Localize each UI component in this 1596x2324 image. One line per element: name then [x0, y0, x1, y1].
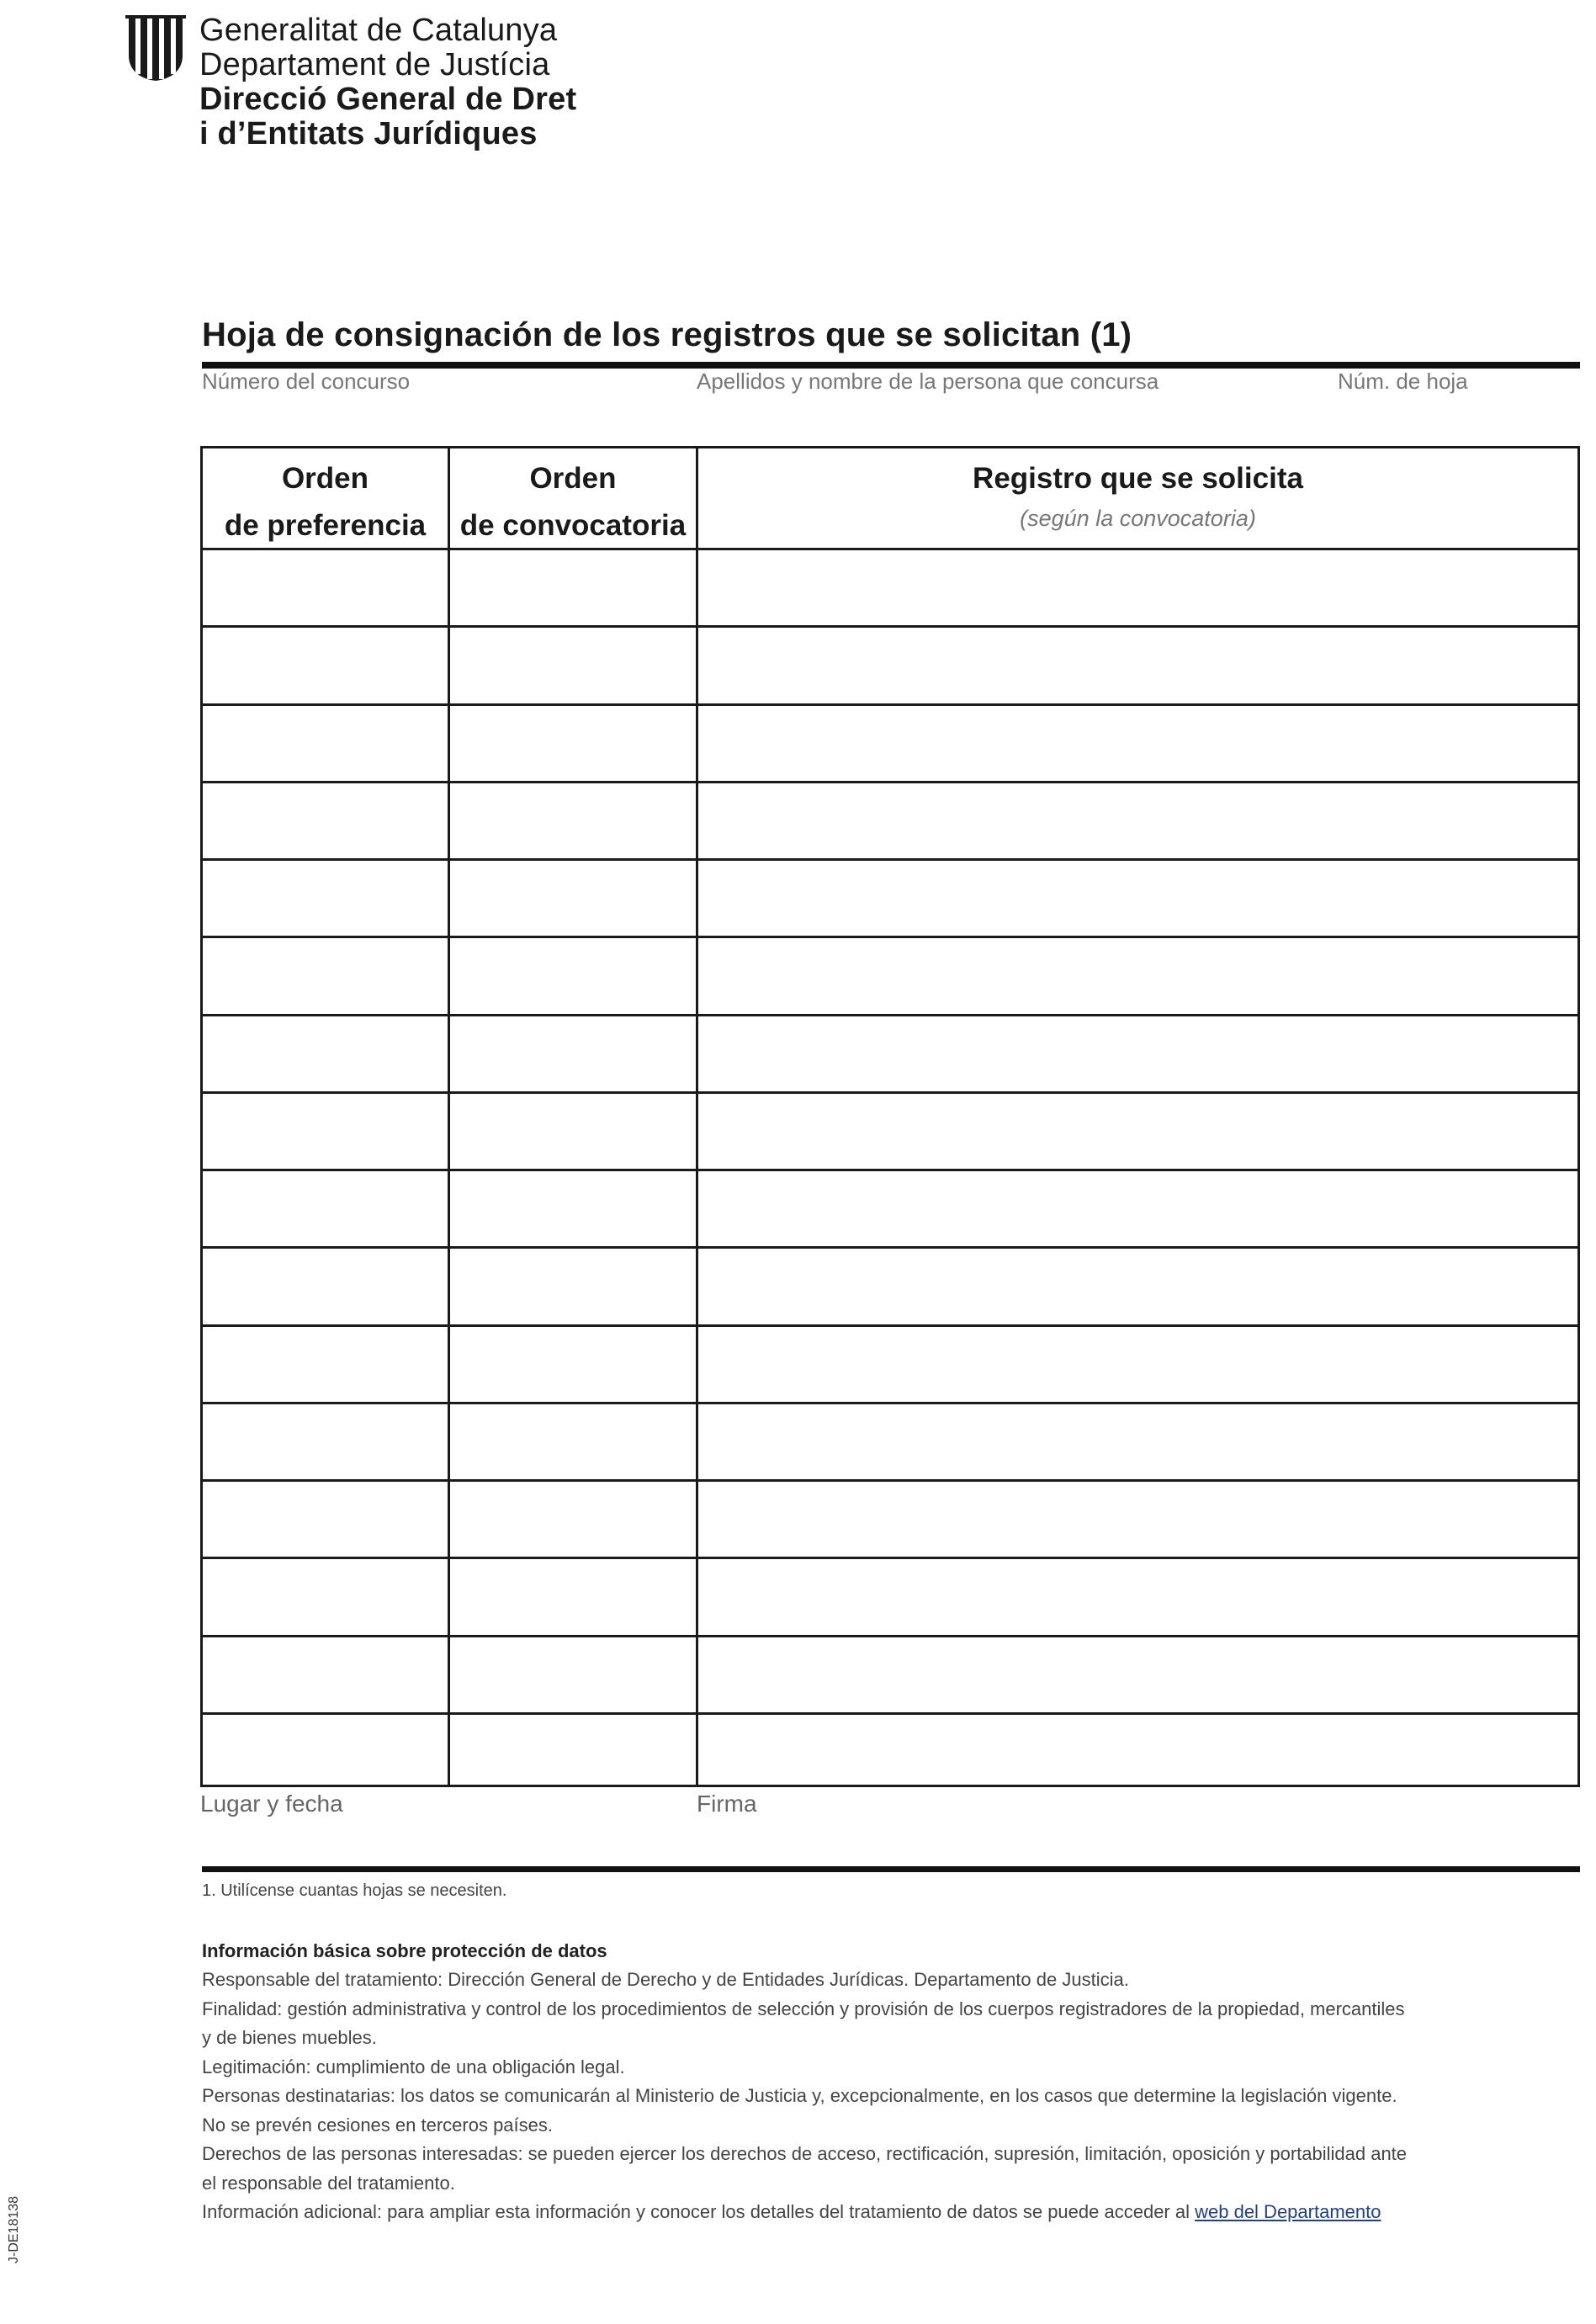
- preference-order-cell[interactable]: [203, 1094, 448, 1169]
- org-name: Generalitat de Catalunya: [199, 13, 558, 48]
- privacy-additional-text: Información adicional: para ampliar esta información y conocer los detalles del tratamiento de datos se puede acceder al: [202, 2201, 1196, 2222]
- privacy-rights-line2: el responsable del tratamiento.: [202, 2172, 455, 2194]
- preference-order-cell[interactable]: [203, 1482, 448, 1557]
- call-order-cell[interactable]: [450, 861, 696, 936]
- preference-order-cell[interactable]: [203, 1249, 448, 1324]
- call-order-cell[interactable]: [450, 628, 696, 703]
- registry-cell[interactable]: [698, 1327, 1577, 1402]
- registry-cell[interactable]: [698, 1404, 1577, 1479]
- registry-request-table: [200, 446, 1580, 1787]
- header-requested-registry: [698, 448, 1577, 548]
- registry-cell[interactable]: [698, 783, 1577, 858]
- generalitat-coat-of-arms-icon: [124, 15, 188, 82]
- preference-order-cell[interactable]: [203, 783, 448, 858]
- registry-cell[interactable]: [698, 938, 1577, 1013]
- call-order-cell[interactable]: [450, 1016, 696, 1091]
- call-order-cell[interactable]: [450, 938, 696, 1013]
- registry-cell[interactable]: [698, 1559, 1577, 1634]
- data-protection-info: [202, 1937, 1582, 2227]
- registry-cell[interactable]: [698, 1171, 1577, 1246]
- preference-order-cell[interactable]: [203, 1559, 448, 1634]
- document-code: J-DE18138: [7, 2195, 21, 2263]
- signature-label: Firma: [697, 1791, 757, 1817]
- preference-order-cell[interactable]: [203, 1016, 448, 1091]
- footer-rule: [202, 1866, 1580, 1872]
- registry-cell[interactable]: [698, 628, 1577, 703]
- footnote: 1. Utilícense cuantas hojas se necesiten.: [202, 1881, 507, 1900]
- preference-order-cell[interactable]: [203, 1715, 448, 1790]
- registry-cell[interactable]: [698, 550, 1577, 625]
- department-name: Departament de Justícia: [199, 47, 550, 82]
- header-preference-order: [203, 448, 448, 548]
- preference-order-cell[interactable]: [203, 938, 448, 1013]
- call-order-cell[interactable]: [450, 1482, 696, 1557]
- call-order-cell[interactable]: [450, 1249, 696, 1324]
- call-order-cell[interactable]: [450, 550, 696, 625]
- privacy-rights-line1: Derechos de las personas interesadas: se pueden ejercer los derechos de acceso, rectificación, supresión, limitación, oposición y portabilidad ante: [202, 2143, 1408, 2164]
- directorate-name-line1: Direcció General de Dret: [199, 82, 577, 117]
- preference-order-cell[interactable]: [203, 1171, 448, 1246]
- call-order-cell[interactable]: [450, 1637, 696, 1712]
- data-protection-heading: Información básica sobre protección de datos: [202, 1940, 607, 1961]
- privacy-purpose-line1: Finalidad: gestión administrativa y control de los procedimientos de selección y provisión de los cuerpos registradores de la propiedad, mercantiles: [202, 1998, 1405, 2019]
- header-preference-line1: Orden: [281, 462, 369, 495]
- privacy-recipients-line2: No se prevén cesiones en terceros países.: [202, 2114, 554, 2136]
- preference-order-cell[interactable]: [203, 861, 448, 936]
- preference-order-cell[interactable]: [203, 550, 448, 625]
- call-order-cell[interactable]: [450, 706, 696, 781]
- applicant-name-label: Apellidos y nombre de la persona que concursa: [697, 369, 1159, 394]
- call-order-cell[interactable]: [450, 1559, 696, 1634]
- form-title: Hoja de consignación de los registros que se solicitan (1): [202, 316, 1132, 353]
- registry-cell[interactable]: [698, 861, 1577, 936]
- directorate-name-line2: i d’Entitats Jurídiques: [199, 116, 538, 151]
- sheet-number-label: Núm. de hoja: [1338, 369, 1468, 394]
- privacy-additional: [202, 2198, 1582, 2227]
- title-rule: [202, 362, 1580, 369]
- registry-cell[interactable]: [698, 706, 1577, 781]
- contest-number-label: Número del concurso: [202, 369, 411, 394]
- header-registry-line2: (según la convocatoria): [1020, 506, 1256, 531]
- registry-cell[interactable]: [698, 1637, 1577, 1712]
- call-order-cell[interactable]: [450, 1715, 696, 1790]
- header-call-order: [450, 448, 696, 548]
- privacy-legitimation: Legitimación: cumplimiento de una obligación legal.: [202, 2056, 625, 2077]
- privacy-purpose-line2: y de bienes muebles.: [202, 2027, 377, 2048]
- registry-cell[interactable]: [698, 1094, 1577, 1169]
- header-registry-line1: Registro que se solicita: [973, 462, 1303, 495]
- place-date-label: Lugar y fecha: [200, 1791, 343, 1817]
- preference-order-cell[interactable]: [203, 706, 448, 781]
- call-order-cell[interactable]: [450, 783, 696, 858]
- header-preference-line2: de preferencia: [224, 509, 427, 542]
- privacy-recipients-line1: Personas destinatarias: los datos se comunicarán al Ministerio de Justicia y, excepcionalmente, en los casos que determine la legislación vigente.: [202, 2085, 1397, 2106]
- organization-block: [199, 13, 576, 151]
- registry-cell[interactable]: [698, 1715, 1577, 1790]
- call-order-cell[interactable]: [450, 1404, 696, 1479]
- registry-cell[interactable]: [698, 1016, 1577, 1091]
- department-website-link[interactable]: web del Departamento: [1195, 2201, 1381, 2222]
- preference-order-cell[interactable]: [203, 1637, 448, 1712]
- preference-order-cell[interactable]: [203, 1327, 448, 1402]
- header-call-line2: de convocatoria: [459, 509, 687, 542]
- preference-order-cell[interactable]: [203, 1404, 448, 1479]
- privacy-responsible: Responsable del tratamiento: Dirección General de Derecho y de Entidades Jurídicas. Departamento de Justicia.: [202, 1969, 1129, 1990]
- call-order-cell[interactable]: [450, 1327, 696, 1402]
- preference-order-cell[interactable]: [203, 628, 448, 703]
- registry-cell[interactable]: [698, 1249, 1577, 1324]
- call-order-cell[interactable]: [450, 1094, 696, 1169]
- header-call-line1: Orden: [529, 462, 617, 495]
- registry-cell[interactable]: [698, 1482, 1577, 1557]
- call-order-cell[interactable]: [450, 1171, 696, 1246]
